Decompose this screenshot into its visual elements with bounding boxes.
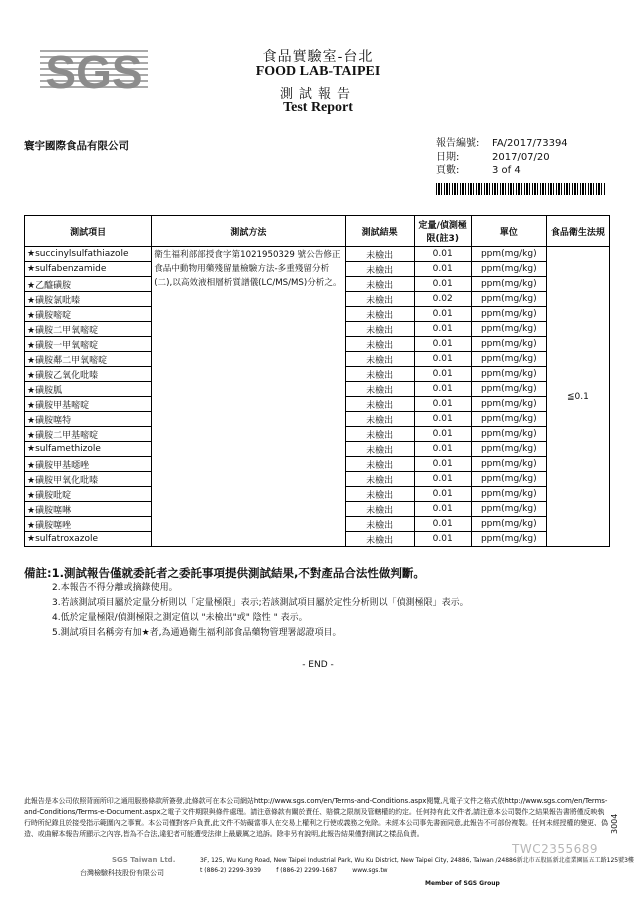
- unit: ppm(mg/kg): [471, 517, 546, 532]
- unit: ppm(mg/kg): [471, 502, 546, 517]
- test-item: ★磺胺噻唑: [25, 517, 152, 532]
- test-item: ★磺胺甲基嘧啶: [25, 397, 152, 412]
- unit: ppm(mg/kg): [471, 322, 546, 337]
- test-item: ★磺胺二甲氧嘧啶: [25, 322, 152, 337]
- unit: ppm(mg/kg): [471, 262, 546, 277]
- company-name-en: SGS Taiwan Ltd.: [112, 856, 176, 864]
- test-item: ★磺胺乙氧化吡嗪: [25, 367, 152, 382]
- col-header-unit: 單位: [471, 216, 546, 247]
- detection-limit: 0.01: [414, 412, 471, 427]
- page-label: 頁數:: [436, 165, 460, 176]
- results-table: [24, 215, 610, 547]
- test-item: ★succinylsulfathiazole: [25, 247, 152, 262]
- note-5: 5.測試項目名稱旁有加★者,為通過衛生福利部食品藥物管理署認證項目。: [52, 628, 342, 638]
- test-result: 未檢出: [345, 457, 414, 472]
- footer-address: [200, 856, 634, 876]
- test-item: ★磺胺胍: [25, 382, 152, 397]
- lab-title-zh: 食品實驗室-台北: [262, 49, 374, 65]
- test-item: ★磺胺噻啉: [25, 502, 152, 517]
- col-header-limit: 食品衛生法規: [546, 216, 609, 247]
- detection-limit: 0.01: [414, 442, 471, 457]
- company-name-zh: 台灣檢驗科技股份有限公司: [80, 869, 164, 877]
- test-result: 未檢出: [345, 397, 414, 412]
- unit: ppm(mg/kg): [471, 307, 546, 322]
- test-result: 未檢出: [345, 502, 414, 517]
- detection-limit: 0.01: [414, 277, 471, 292]
- report-date: 2017/07/20: [492, 151, 550, 163]
- test-result: 未檢出: [345, 337, 414, 352]
- table-row: [25, 247, 610, 262]
- test-result: 未檢出: [345, 472, 414, 487]
- website: www.sgs.tw: [352, 867, 388, 874]
- note-1: 1.測試報告僅就委託者之委託事項提供測試結果,不對產品合法性做判斷。: [51, 566, 425, 580]
- report-meta: [436, 137, 568, 178]
- unit: ppm(mg/kg): [471, 472, 546, 487]
- detection-limit: 0.01: [414, 532, 471, 547]
- test-item: ★磺胺甲基噁唑: [25, 457, 152, 472]
- test-result: 未檢出: [345, 427, 414, 442]
- unit: ppm(mg/kg): [471, 532, 546, 547]
- lab-title-en: FOOD LAB-TAIPEI: [255, 64, 381, 79]
- detection-limit: 0.01: [414, 247, 471, 262]
- detection-limit: 0.01: [414, 262, 471, 277]
- test-item: ★磺胺吡啶: [25, 487, 152, 502]
- test-result: 未檢出: [345, 412, 414, 427]
- unit: ppm(mg/kg): [471, 487, 546, 502]
- address-zh: /24886新北市五股區新北產業園區五工路125號3樓: [495, 857, 634, 864]
- note-2: 2.本報告不得分離或摘錄使用。: [52, 583, 178, 593]
- unit: ppm(mg/kg): [471, 277, 546, 292]
- table-header-row: [25, 216, 610, 247]
- unit: ppm(mg/kg): [471, 457, 546, 472]
- detection-limit: 0.01: [414, 517, 471, 532]
- test-item: ★乙醯磺胺: [25, 277, 152, 292]
- unit: ppm(mg/kg): [471, 442, 546, 457]
- test-item: ★磺胺氯吡嗪: [25, 292, 152, 307]
- member-text: Member of SGS Group: [425, 880, 500, 887]
- test-item: ★sulfabenzamide: [25, 262, 152, 277]
- test-result: 未檢出: [345, 262, 414, 277]
- report-no: FA/2017/73394: [492, 138, 568, 149]
- notes: [24, 566, 469, 641]
- detection-limit: 0.01: [414, 352, 471, 367]
- test-result: 未檢出: [345, 382, 414, 397]
- test-item: ★磺胺鄰二甲氧嘧啶: [25, 352, 152, 367]
- barcode: [436, 183, 606, 195]
- test-item: ★sulfamethizole: [25, 442, 152, 457]
- col-header-item: 測試項目: [25, 216, 152, 247]
- detection-limit: 0.01: [414, 307, 471, 322]
- detection-limit: 0.01: [414, 427, 471, 442]
- unit: ppm(mg/kg): [471, 292, 546, 307]
- unit: ppm(mg/kg): [471, 367, 546, 382]
- detection-limit: 0.01: [414, 382, 471, 397]
- test-item: ★sulfatroxazole: [25, 532, 152, 547]
- test-result: 未檢出: [345, 247, 414, 262]
- report-no-label: 報告編號:: [436, 138, 480, 149]
- phone: t (886-2) 2299-3939: [200, 867, 261, 874]
- detection-limit: 0.01: [414, 472, 471, 487]
- end-marker: - END -: [302, 660, 334, 670]
- test-method: 衛生福利部部授食字第1021950329 號公告修正食品中動物用藥殘留量檢驗方法-多重殘留分析(二),以高效液相層析質譜儀(LC/MS/MS)分析之。: [152, 247, 345, 547]
- col-header-lod: 定量/偵測極限(註3): [414, 216, 471, 247]
- test-result: 未檢出: [345, 367, 414, 382]
- regulatory-limit: ≦0.1: [546, 247, 609, 547]
- test-result: 未檢出: [345, 442, 414, 457]
- test-result: 未檢出: [345, 292, 414, 307]
- unit: ppm(mg/kg): [471, 352, 546, 367]
- unit: ppm(mg/kg): [471, 337, 546, 352]
- detection-limit: 0.02: [414, 292, 471, 307]
- report-title-zh: 測試報告: [279, 87, 356, 102]
- fax: f (886-2) 2299-1687: [276, 867, 338, 874]
- detection-limit: 0.01: [414, 367, 471, 382]
- test-result: 未檢出: [345, 517, 414, 532]
- test-result: 未檢出: [345, 322, 414, 337]
- col-header-method: 測試方法: [152, 216, 345, 247]
- client-name: 寰宇國際食品有限公司: [24, 140, 129, 152]
- side-code: 3004: [610, 813, 619, 834]
- note-3: 3.若該測試項目屬於定量分析則以「定量極限」表示;若該測試項目屬於定性分析則以「偵測極限」表示。: [52, 598, 469, 608]
- unit: ppm(mg/kg): [471, 247, 546, 262]
- detection-limit: 0.01: [414, 457, 471, 472]
- test-result: 未檢出: [345, 277, 414, 292]
- page-count: 3 of 4: [492, 165, 521, 176]
- test-item: ★磺胺二甲基嘧啶: [25, 427, 152, 442]
- unit: ppm(mg/kg): [471, 427, 546, 442]
- unit: ppm(mg/kg): [471, 397, 546, 412]
- legal-disclaimer: 此報告是本公司依照背面所印之通用服務條款所簽發,此條款可在本公司網站http://www.sgs.com/en/Terms-and-Conditions.aspx閱覽,凡電子文件之格式依http://www.sgs.com/en/Terms-and-Conditions/Terms-e-Document.aspx之電子文件期限與條件處理。請注意條款有關於責任、賠償之限制及管轄權的約定。任何持有此文件者,請注意本公司製作之結果報告書將僅反映執行時所紀錄且於接受指示範圍內之事實。本公司僅對客戶負責,此文件不妨礙當事人在交易上權利之行使或義務之免除。未經本公司事先書面同意,此報告不可部份複製。任何未經授權的變更、偽造、或曲解本報告所顯示之內容,皆為不合法,違犯者可能遭受法律上最嚴厲之追訴。除非另有說明,此報告結果僅對測試之樣品負責。: [24, 797, 608, 838]
- test-item: ★磺胺甲氧化吡嗪: [25, 472, 152, 487]
- test-result: 未檢出: [345, 352, 414, 367]
- test-result: 未檢出: [345, 307, 414, 322]
- test-item: ★磺胺噻特: [25, 412, 152, 427]
- detection-limit: 0.01: [414, 487, 471, 502]
- unit: ppm(mg/kg): [471, 412, 546, 427]
- detection-limit: 0.01: [414, 337, 471, 352]
- address-en: 3F, 125, Wu Kung Road, New Taipei Industrial Park, Wu Ku District, New Taipei City, 24886, Taiwan: [200, 857, 494, 864]
- col-header-result: 測試結果: [345, 216, 414, 247]
- unit: ppm(mg/kg): [471, 382, 546, 397]
- notes-label: 備註:: [24, 566, 52, 580]
- test-result: 未檢出: [345, 487, 414, 502]
- test-item: ★磺胺嘧啶: [25, 307, 152, 322]
- detection-limit: 0.01: [414, 322, 471, 337]
- date-label: 日期:: [436, 151, 460, 163]
- logo-text: SGS: [45, 46, 143, 94]
- report-title-en: Test Report: [283, 100, 353, 115]
- test-result: 未檢出: [345, 532, 414, 547]
- serial-number: TWC2355689: [512, 842, 599, 856]
- detection-limit: 0.01: [414, 502, 471, 517]
- note-4: 4.低於定量極限/偵測極限之測定值以 "未檢出"或" 陰性 " 表示。: [52, 613, 308, 623]
- detection-limit: 0.01: [414, 397, 471, 412]
- test-item: ★磺胺一甲氧嘧啶: [25, 337, 152, 352]
